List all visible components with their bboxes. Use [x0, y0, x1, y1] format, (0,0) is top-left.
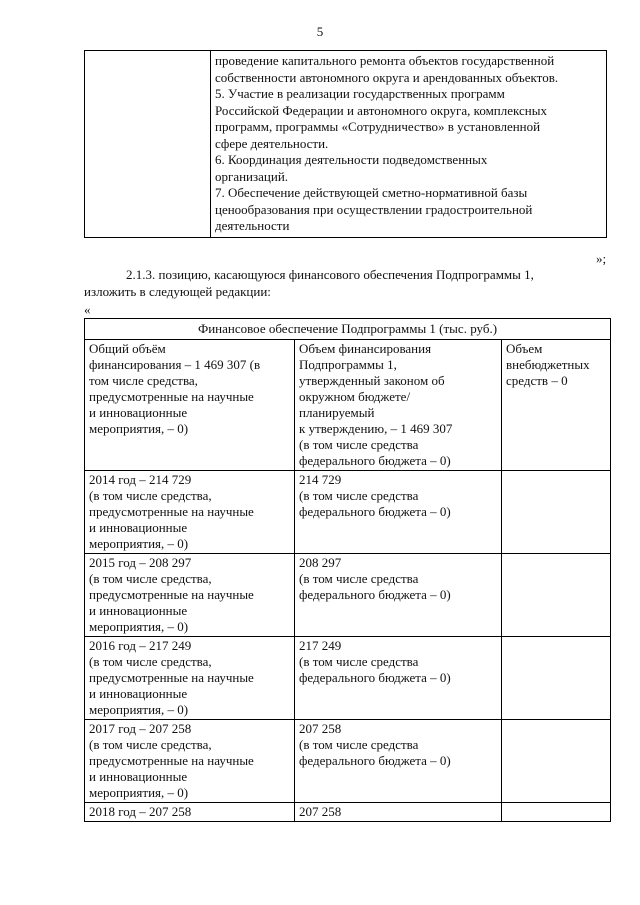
responsibilities-table [84, 50, 607, 238]
cell-line: 2018 год – 207 258 [89, 804, 192, 819]
year-extrabudget-cell [502, 637, 611, 720]
cell-line: федерального бюджета – 0) [299, 453, 451, 468]
year-budget-cell [295, 637, 502, 720]
text-line: проведение капитального ремонта объектов государственной [215, 53, 555, 68]
cell-line: 214 729 [299, 472, 342, 487]
cell-line: том числе средства, [89, 373, 198, 388]
cell-line: внебюджетных [506, 357, 590, 372]
cell-line: средств – 0 [506, 373, 568, 388]
cell-line: окружном бюджете/ [299, 389, 411, 404]
cell-line: предусмотренные на научные [89, 504, 254, 519]
cell-line: (в том числе средства [299, 654, 419, 669]
opening-quote-mark: « [84, 302, 91, 317]
year-budget-cell [295, 471, 502, 554]
table-title-row [85, 319, 611, 340]
cell-line: мероприятия, – 0) [89, 536, 189, 551]
cell-line: (в том числе средства [299, 571, 419, 586]
empty-left-cell [85, 51, 211, 238]
text-line: 7. Обеспечение действующей сметно-нормативной базы [215, 185, 528, 200]
cell-line: 2015 год – 208 297 [89, 555, 192, 570]
cell-line: утвержденный законом об [299, 373, 445, 388]
cell-line: мероприятия, – 0) [89, 785, 189, 800]
cell-line: Подпрограммы 1, [299, 357, 397, 372]
year-extrabudget-cell [502, 471, 611, 554]
year-extrabudget-cell [502, 554, 611, 637]
cell-line: 208 297 [299, 555, 342, 570]
table-row [85, 554, 611, 637]
year-total-cell [85, 637, 295, 720]
cell-line: (в том числе средства, [89, 488, 212, 503]
cell-line: (в том числе средства [299, 437, 419, 452]
text-line: программ, программы «Сотрудничество» в установленной [215, 119, 541, 134]
text-line: собственности автономного округа и арендованных объектов. [215, 69, 559, 85]
cell-line: к утверждению, – 1 469 307 [299, 421, 453, 436]
table-title: Финансовое обеспечение Подпрограммы 1 (тыс. руб.) [85, 319, 611, 340]
cell-line: (в том числе средства, [89, 571, 212, 586]
cell-line: федерального бюджета – 0) [299, 753, 451, 768]
cell-line: мероприятия, – 0) [89, 619, 189, 634]
cell-line: 217 249 [299, 638, 342, 653]
text-line: 5. Участие в реализации государственных программ [215, 86, 505, 101]
header-total-cell [85, 340, 295, 471]
cell-line: предусмотренные на научные [89, 670, 254, 685]
paragraph-line: 2.1.3. позицию, касающуюся финансового обеспечения Подпрограммы 1, [126, 267, 534, 282]
cell-line: мероприятия, – 0) [89, 702, 189, 717]
text-line: Российской Федерации и автономного округа, комплексных [215, 102, 547, 118]
cell-line: федерального бюджета – 0) [299, 504, 451, 519]
table-row [85, 51, 607, 238]
cell-line: 2014 год – 214 729 [89, 472, 192, 487]
year-extrabudget-cell [502, 803, 611, 822]
cell-line: финансирования – 1 469 307 (в [89, 357, 261, 372]
text-line: деятельности [215, 218, 290, 233]
cell-line: 207 258 [299, 721, 342, 736]
year-total-cell [85, 554, 295, 637]
cell-line: (в том числе средства, [89, 737, 212, 752]
responsibilities-cell [211, 51, 607, 238]
cell-line: 2016 год – 217 249 [89, 638, 192, 653]
text-line: организаций. [215, 168, 289, 184]
paragraph-line: изложить в следующей редакции: [84, 284, 271, 299]
cell-line: предусмотренные на научные [89, 587, 254, 602]
year-total-cell [85, 471, 295, 554]
cell-line: и инновационные [89, 686, 188, 701]
cell-line: и инновационные [89, 520, 188, 535]
text-line: ценообразования при осуществлении градостроительной [215, 201, 533, 217]
year-budget-cell [295, 720, 502, 803]
funding-table [84, 318, 611, 822]
cell-line: Объем финансирования [299, 341, 432, 356]
cell-line: (в том числе средства [299, 737, 419, 752]
table-row [85, 803, 611, 822]
text-line: сфере деятельности. [215, 135, 329, 151]
table-row [85, 471, 611, 554]
amendment-paragraph [84, 266, 611, 300]
cell-line: предусмотренные на научные [89, 753, 254, 768]
cell-line: и инновационные [89, 603, 188, 618]
table-row [85, 637, 611, 720]
header-budget-cell [295, 340, 502, 471]
cell-line: планируемый [299, 405, 375, 420]
cell-line: (в том числе средства [299, 488, 419, 503]
cell-line: и инновационные [89, 405, 188, 420]
cell-line: и инновационные [89, 769, 188, 784]
year-total-cell [85, 803, 295, 822]
text-line: 6. Координация деятельности подведомственных [215, 152, 488, 167]
closing-quote-mark: »; [596, 251, 607, 266]
cell-line: предусмотренные на научные [89, 389, 254, 404]
header-extrabudget-cell [502, 340, 611, 471]
cell-line: (в том числе средства, [89, 654, 212, 669]
cell-line: Общий объём [89, 341, 166, 356]
cell-line: Объем [506, 341, 543, 356]
cell-line: 2017 год – 207 258 [89, 721, 192, 736]
page-number: 5 [316, 24, 324, 39]
year-budget-cell [295, 554, 502, 637]
year-budget-cell [295, 803, 502, 822]
cell-line: федерального бюджета – 0) [299, 587, 451, 602]
cell-line: федерального бюджета – 0) [299, 670, 451, 685]
table-header-row [85, 340, 611, 471]
cell-line: мероприятия, – 0) [89, 421, 189, 436]
year-extrabudget-cell [502, 720, 611, 803]
year-total-cell [85, 720, 295, 803]
cell-line: 207 258 [299, 804, 342, 819]
table-row [85, 720, 611, 803]
